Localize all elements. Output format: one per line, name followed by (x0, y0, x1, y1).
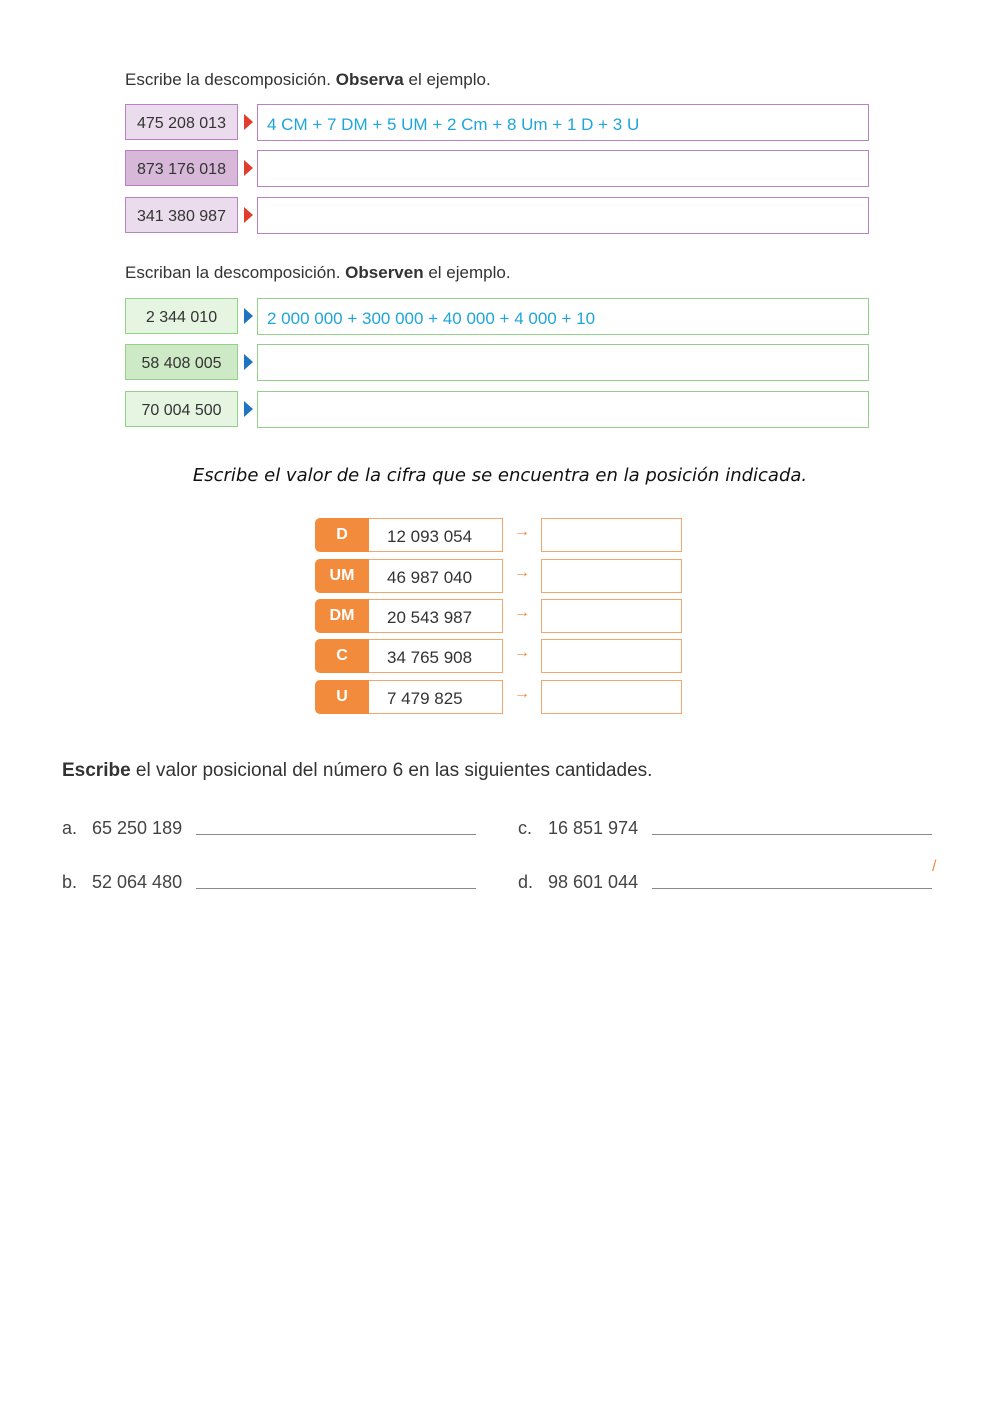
place-value-row (315, 559, 683, 593)
position-label: U (315, 680, 369, 714)
triangle-arrow-icon (244, 401, 253, 417)
item-letter: a. (62, 818, 78, 838)
answer-field[interactable]: 2 000 000 + 300 000 + 40 000 + 4 000 + 10 (257, 298, 869, 335)
heading-text: el ejemplo. (403, 70, 491, 89)
question-item-d (518, 872, 638, 893)
answer-line[interactable] (652, 888, 932, 889)
question-item-a (62, 818, 182, 839)
heading-text: el ejemplo. (423, 263, 511, 282)
arrow-right-icon: → (514, 604, 530, 621)
answer-field[interactable] (541, 639, 682, 673)
number-cell: 475 208 013 (125, 104, 238, 140)
number-cell: 70 004 500 (125, 391, 238, 427)
place-value-row (315, 680, 683, 714)
position-label: DM (315, 599, 369, 633)
answer-line[interactable] (196, 888, 476, 889)
place-value-row (315, 639, 683, 673)
position-label: C (315, 639, 369, 673)
stray-mark: / (932, 858, 937, 875)
triangle-arrow-icon (244, 308, 253, 324)
place-value-row (315, 518, 683, 552)
answer-line[interactable] (196, 834, 476, 835)
heading-bold-text: Escriban (125, 263, 192, 282)
item-number: 52 064 480 (92, 872, 183, 892)
answer-field[interactable] (257, 150, 869, 187)
section2-heading (125, 263, 511, 283)
item-number: 98 601 044 (548, 872, 639, 892)
answer-field[interactable] (541, 680, 682, 714)
position-label: D (315, 518, 369, 552)
heading-text: la descomposición. (181, 70, 336, 89)
answer-line[interactable] (652, 834, 932, 835)
number-cell: 46 987 040 (369, 559, 503, 593)
arrow-right-icon: → (514, 685, 530, 702)
number-cell: 12 093 054 (369, 518, 503, 552)
section3-title: Escribe el valor de la cifra que se encuentra en la posición indicada. (192, 465, 808, 486)
answer-field[interactable] (257, 197, 869, 234)
number-cell: 34 765 908 (369, 639, 503, 673)
answer-field[interactable] (257, 391, 869, 428)
heading-text: el valor posicional del número 6 en las siguientes cantidades. (130, 760, 653, 781)
heading-bold-text: Observa (335, 70, 404, 89)
number-cell: 7 479 825 (369, 680, 503, 714)
heading-bold-text: Escribe (62, 760, 131, 781)
number-cell: 58 408 005 (125, 344, 238, 380)
item-letter: d. (518, 872, 534, 892)
question-item-c (518, 818, 638, 839)
triangle-arrow-icon (244, 114, 253, 130)
number-cell: 873 176 018 (125, 150, 238, 186)
answer-field[interactable] (541, 559, 682, 593)
arrow-right-icon: → (514, 564, 530, 581)
item-number: 65 250 189 (92, 818, 183, 838)
position-label: UM (315, 559, 369, 593)
section1-heading (125, 70, 491, 90)
number-cell: 2 344 010 (125, 298, 238, 334)
heading-text: la descomposición. (191, 263, 346, 282)
item-number: 16 851 974 (548, 818, 639, 838)
section4-heading (62, 760, 652, 782)
triangle-arrow-icon (244, 207, 253, 223)
answer-field[interactable]: 4 CM + 7 DM + 5 UM + 2 Cm + 8 Um + 1 D + 3 U (257, 104, 869, 141)
arrow-right-icon: → (514, 523, 530, 540)
number-cell: 20 543 987 (369, 599, 503, 633)
heading-bold-text: Observen (345, 263, 424, 282)
item-letter: b. (62, 872, 78, 892)
number-cell: 341 380 987 (125, 197, 238, 233)
triangle-arrow-icon (244, 160, 253, 176)
answer-field[interactable] (541, 599, 682, 633)
heading-bold-text: Escribe (125, 70, 182, 89)
answer-field[interactable] (541, 518, 682, 552)
triangle-arrow-icon (244, 354, 253, 370)
question-item-b (62, 872, 182, 893)
item-letter: c. (518, 818, 533, 838)
arrow-right-icon: → (514, 644, 530, 661)
answer-field[interactable] (257, 344, 869, 381)
place-value-row (315, 599, 683, 633)
